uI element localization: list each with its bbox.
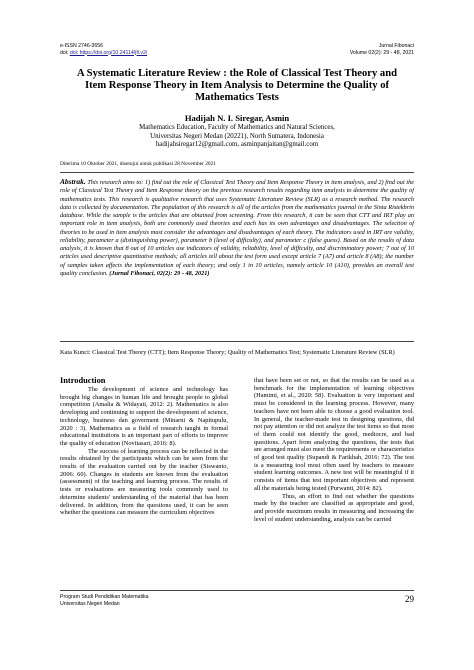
paper-title: A Systematic Literature Review : the Role of Classical Test Theory and Item Response Theory in Item Analysis to Determine the Quality of Mathematics Tests <box>76 68 398 103</box>
journal-name: Jurnal Fibonaci <box>378 43 414 49</box>
page-number: 29 <box>405 594 414 604</box>
abstract-label: Abstrak. <box>60 177 86 186</box>
paragraph: Thus, an effort to find out whether the questions made by the teacher are classified as appropriate and good, and provide maximum results in measuring and increasing the level of student understanding, analysis can be carried <box>254 492 414 523</box>
journal-volume: Volume 02(2): 29 - 48, 2021 <box>349 49 414 56</box>
footer-institution: Program Studi Pendidikan Matematika Universitas Negeri Medan <box>60 594 149 607</box>
header-right <box>350 43 414 56</box>
eissn: e-ISSN 2746-3656 <box>60 43 103 49</box>
keywords: Kata Kunci: Classical Test Theory (CTT); Item Response Theory; Quality of Mathematics Test; Systematic Literature Review (SLR) <box>60 349 395 356</box>
paragraph: The development of science and technology has brought big changes in human life and brought people to global competition (Amalia & Widayati, 2012: 2). Mathematics is also developing and continuing to support the development of science, technology, business dan goverment (Minarni & Napitupulu, 2020 : 3). Mathematics as a field of research taught in formal educational institutions is an important part of efforts to improve the quality of education (Novitasari, 2016: 8). <box>60 386 228 447</box>
paragraph: The success of learning process can be reflected in the results obtained by the participants which can be seen from the results of the evaluation carried out by the teacher (Siswanto, 2006: 60). Changes in students are known from the evaluation (assessment) of the teaching and learning process. The results of tests or evaluations are measuring tools commonly used to determine students' understanding of the material that has been delivered. In addition, from the questions used, it can be seen whether the questions can measure the curriculum objectives <box>60 447 228 517</box>
abstract-citation: (Jurnal Fibonaci, 02(2): 29 - 48, 2021) <box>109 269 210 277</box>
column-left <box>60 376 228 517</box>
affiliation: Mathematics Education, Faculty of Mathematics and Natural Sciences, Universitas Negeri Medan (20221), North Sumatera, Indonesia hadijahsiregar12@gmail.com, asminpanjaitan@gmail.com <box>60 124 414 150</box>
author-emails: hadijahsiregar12@gmail.com, asminpanjaitan@gmail.com <box>155 141 319 148</box>
divider-top <box>60 172 414 173</box>
divider-bottom <box>60 341 414 342</box>
received-accepted-dates: Diterima 10 Oktober 2021, disetujui untuk publikasi 28 November 2021 <box>60 161 217 167</box>
column-right <box>254 377 414 523</box>
abstract-body: This research aims to: 1) find out the role of Classical Test Theory and Item Response Theory in item analysis, and 2) find out the role of Classical Test Theory and Item Response theory on the previous research results regarding item analysis to determine the quality of mathematics tests. This research is qualitative research that uses Systematic Literature Review (SLR) as a research method. The research data is collected by documentation. The population of this research is all of the articles from the mathematics journal in the Sinta Ristekbrin database. While the sample is the articles that are obtained from screening. From this research, it can be seen that CTT and IRT play an important role in item analysis, both are commonly used theories and each has its own advantages and disadvantages. The selection of theories to be used in item analysis must consider the advantages and disadvantages of each theory. The indicators used in IRT are validity, reliability, parameter a (distinguishing power), parameter b (level of difficulty), and parameter c (false guess). Based on the results of data analysis, it is known that 8 out of 10 articles use indicators of validity, reliability, level of difficulty, and discriminatory power; 7 out of 10 articles used descriptive quantitative methods; all articles tell about the test form used except article 7 (A7) and article 8 (A8); the number of samples taken affects the implementation of each theory; and only 1 in 10 articles, namely article 10 (A10), provides an overall test quality conclusion. <box>60 179 414 277</box>
paragraph: that have been set or not, so that the results can be used as a benchmark for the implementation of learning objectives (Hamimi, et al., 2020: 58). Evaluation is very important and must be considered in the learning process. However, many teachers have not been able to choose a good evaluation tool. In general, the teacher-made test in designing questions, did not pay attention or did not analyze the test items so that most of them could not identify the good, mediocre, and bad questions. Apart from analyzing the questions, the tests that are arranged must also meet the requirements or characteristics of good test quality (Supandi & Farikhah, 2016: 72). The test is a measuring tool most often used by teachers to measure student learning outcomes. A new test will be meaningful if it consists of items that test important objectives and represent all the materials being tested (Purwanti, 2014: 82). <box>254 377 414 492</box>
authors: Hadijah N. I. Siregar, Asmin <box>184 113 290 123</box>
doi-link[interactable]: doi: https://doi.org/10.24114/jfi.v2i <box>69 49 148 56</box>
header-left: e-ISSN 2746-3656 doi: doi: https://doi.org/10.24114/jfi.v2i <box>60 43 148 56</box>
divider-footer <box>60 590 414 591</box>
abstract <box>60 178 414 278</box>
section-heading-introduction: Introduction <box>60 376 106 385</box>
